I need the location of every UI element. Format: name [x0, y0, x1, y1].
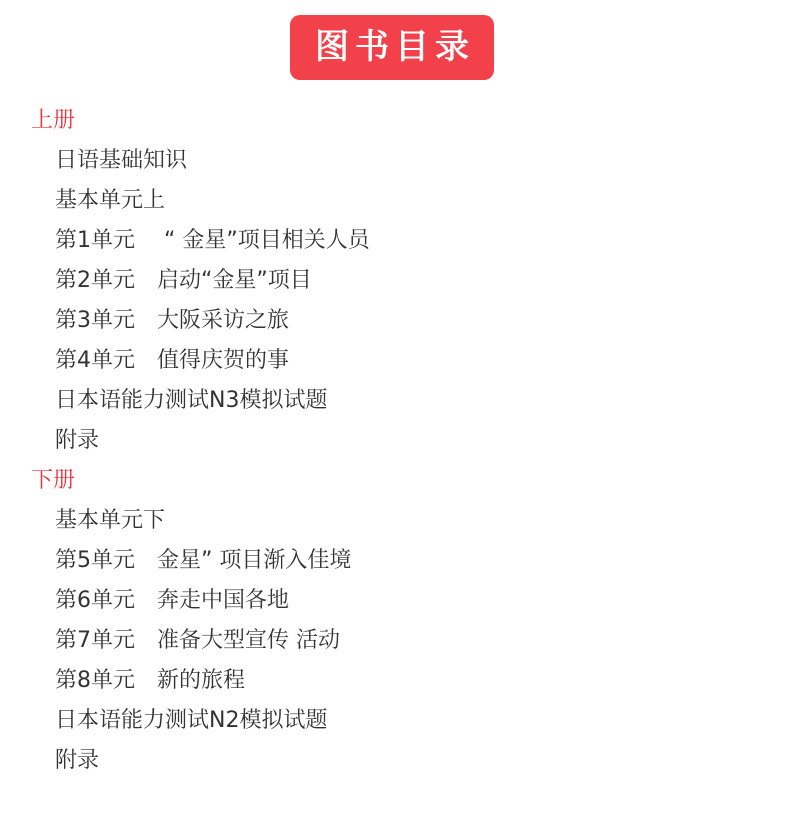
toc-entry: 附录 [55, 748, 100, 773]
toc-entry: 第8单元 新的旅程 [55, 668, 245, 693]
toc-entry: 第1单元 “ 金星”项目相关人员 [55, 228, 370, 253]
page-title-badge: 图书目录 [290, 15, 494, 80]
toc-entry: 第6单元 奔走中国各地 [55, 588, 289, 613]
toc-entry: 基本单元上 [55, 188, 166, 213]
toc-entry: 第5单元 金星” 项目渐入佳境 [55, 548, 352, 573]
toc-entry: 附录 [55, 428, 100, 453]
toc-entry: 第7单元 准备大型宣传 活动 [55, 628, 340, 653]
toc-entry: 第2单元 启动“金星”项目 [55, 268, 312, 293]
toc-entry: 日本语能力测试N3模拟试题 [55, 388, 328, 413]
toc-entry: 日本语能力测试N2模拟试题 [55, 708, 328, 733]
toc-entry: 第4单元 值得庆贺的事 [55, 348, 289, 373]
volume-title-upper: 上册 [31, 108, 76, 133]
table-of-contents [0, 101, 790, 781]
toc-entry: 日语基础知识 [55, 148, 188, 173]
toc-entry: 第3单元 大阪采访之旅 [55, 308, 289, 333]
toc-entry: 基本单元下 [55, 508, 166, 533]
volume-title-lower: 下册 [31, 468, 76, 493]
